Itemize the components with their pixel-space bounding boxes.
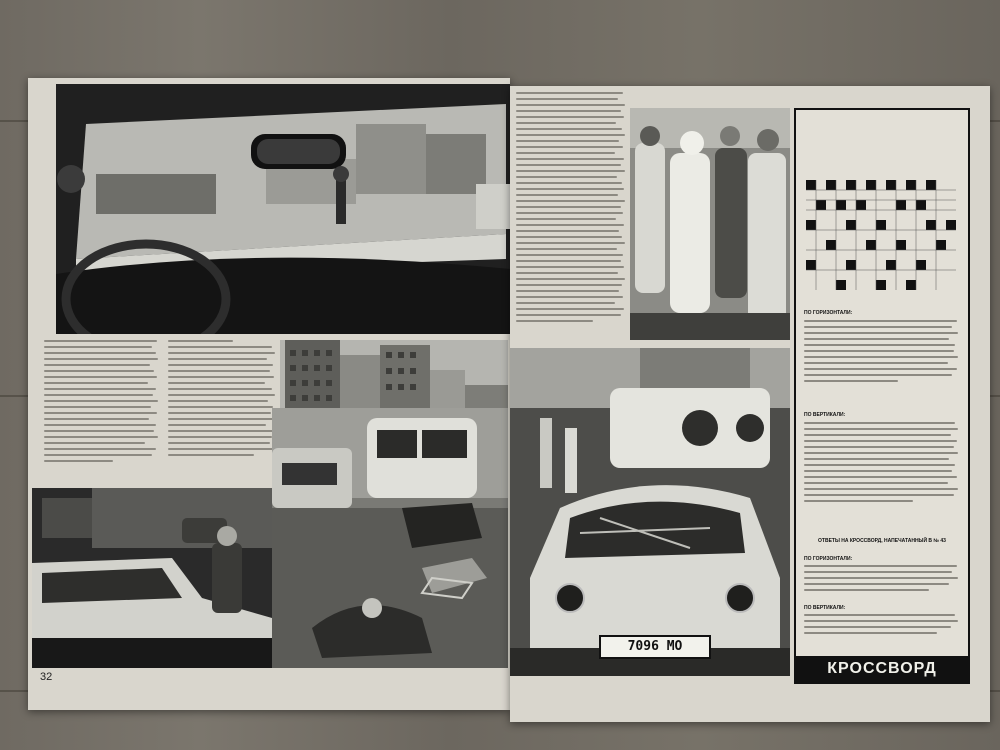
crossword-title: КРОССВОРД	[827, 660, 937, 677]
car-interior-photo	[56, 84, 510, 334]
article-text-column-3	[516, 92, 626, 342]
crossword-grid	[806, 180, 956, 290]
man-near-car-photo	[32, 488, 272, 668]
crossword-panel	[794, 108, 970, 684]
clues-vertical-text	[804, 422, 960, 506]
article-text-column-1	[44, 340, 159, 490]
left-page	[28, 78, 510, 710]
article-text-column-2	[168, 340, 276, 490]
police-officers-photo	[630, 108, 790, 340]
crossword-title-banner	[796, 656, 968, 682]
answers-horizontal-text	[804, 565, 960, 595]
answers-heading: ОТВЕТЫ НА КРОССВОРД, НАПЕЧАТАННЫЙ В № 43	[818, 538, 946, 544]
accident-scene-photo	[272, 408, 508, 668]
answers-horizontal-heading: ПО ГОРИЗОНТАЛИ:	[804, 556, 853, 562]
crashed-car-photo	[510, 348, 790, 676]
page-number: 32	[40, 671, 53, 683]
clues-vertical-heading: ПО ВЕРТИКАЛИ:	[804, 412, 846, 418]
answers-vertical-heading: ПО ВЕРТИКАЛИ:	[804, 605, 846, 611]
license-plate-text: 7096 МО	[627, 639, 683, 654]
clues-horizontal-text	[804, 320, 960, 386]
clues-horizontal-heading: ПО ГОРИЗОНТАЛИ:	[804, 310, 853, 316]
right-page	[510, 86, 990, 722]
answers-vertical-text	[804, 614, 960, 638]
